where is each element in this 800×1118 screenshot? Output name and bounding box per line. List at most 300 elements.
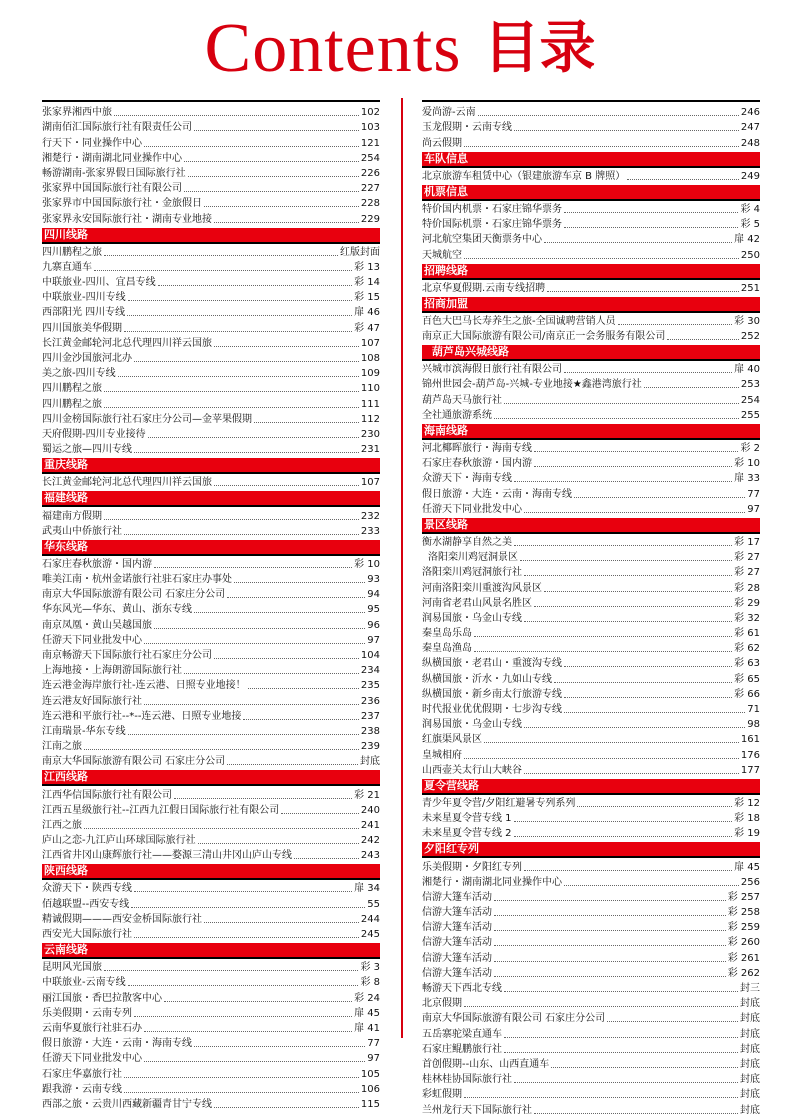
toc-entry[interactable] bbox=[422, 1072, 760, 1087]
entry-page: 彩 63 bbox=[734, 658, 760, 670]
entry-name: 西安光大国际旅行社 bbox=[42, 929, 132, 940]
entry-name: 华东风光—华东、黄山、浙东专线 bbox=[42, 604, 192, 616]
toc-entry[interactable] bbox=[422, 890, 760, 905]
section-header-jiangxi: 江西线路 bbox=[42, 770, 380, 786]
dot-leader bbox=[128, 299, 352, 301]
entry-name: 中联旅业-四川专线 bbox=[42, 292, 126, 304]
entry-name: 四川国旅美华假期 bbox=[42, 322, 122, 334]
toc-entry[interactable] bbox=[42, 181, 380, 196]
dot-leader bbox=[514, 820, 733, 822]
toc-entry[interactable] bbox=[422, 135, 760, 150]
toc-entry[interactable] bbox=[42, 166, 380, 181]
toc-entry[interactable] bbox=[422, 281, 760, 296]
toc-entry[interactable] bbox=[42, 1097, 380, 1112]
dot-leader bbox=[294, 857, 359, 859]
entry-name: 假日旅游・大连・云南・海南专线 bbox=[422, 488, 572, 500]
dot-leader bbox=[194, 129, 359, 131]
toc-entry[interactable] bbox=[42, 260, 380, 275]
toc-entry[interactable] bbox=[422, 408, 760, 423]
entry-page: 封底 bbox=[740, 998, 760, 1010]
entry-page: 239 bbox=[360, 741, 380, 753]
entry-name: 张家界中国国际旅行社有限公司 bbox=[42, 183, 182, 195]
entry-page: 106 bbox=[360, 1083, 380, 1095]
toc-entry[interactable] bbox=[422, 441, 760, 456]
dot-leader bbox=[524, 726, 745, 728]
toc-entry[interactable] bbox=[42, 693, 380, 708]
toc-entry[interactable] bbox=[422, 732, 760, 747]
entry-name: 四川鹏程之旅 bbox=[42, 246, 102, 258]
section-header-sichuan: 四川线路 bbox=[42, 228, 380, 244]
dot-leader bbox=[254, 421, 359, 423]
entry-name: 南京大华国际旅游有限公司 石家庄分公司 bbox=[422, 1013, 606, 1025]
section-header-yunnan: 云南线路 bbox=[42, 943, 380, 959]
dot-leader bbox=[494, 417, 739, 419]
dot-leader bbox=[84, 827, 359, 829]
toc-entry[interactable] bbox=[422, 1026, 760, 1041]
entry-page: 彩 17 bbox=[734, 536, 760, 548]
entry-page: 扉 40 bbox=[734, 364, 760, 376]
toc-entry[interactable] bbox=[42, 587, 380, 602]
toc-entry[interactable] bbox=[422, 580, 760, 595]
dot-leader bbox=[520, 559, 732, 561]
entry-page: 230 bbox=[360, 428, 380, 440]
entry-page: 227 bbox=[360, 183, 380, 195]
entry-page: 彩 259 bbox=[727, 922, 760, 934]
title-english: Contents bbox=[204, 10, 462, 87]
entry-page: 彩 27 bbox=[734, 552, 760, 564]
entry-name: 石家庄华嘉旅行社 bbox=[42, 1068, 122, 1080]
entry-page: 161 bbox=[740, 734, 760, 746]
toc-entry[interactable] bbox=[42, 320, 380, 335]
toc-entry[interactable] bbox=[42, 1036, 380, 1051]
dot-leader bbox=[84, 748, 359, 750]
toc-entry[interactable] bbox=[422, 329, 760, 344]
entry-name: 唯美江南・杭州金诺旅行社驻石家庄办事处 bbox=[42, 574, 232, 586]
toc-entry[interactable] bbox=[422, 535, 760, 550]
entry-name: 五岳寨驼梁直通车 bbox=[422, 1028, 502, 1040]
entry-page: 彩 5 bbox=[740, 219, 760, 231]
toc-entry[interactable] bbox=[422, 362, 760, 377]
toc-entry[interactable] bbox=[422, 550, 760, 565]
toc-entry[interactable] bbox=[422, 502, 760, 517]
toc-entry[interactable] bbox=[42, 396, 380, 411]
entry-name: 任游天下同业批发中心 bbox=[42, 1053, 142, 1065]
toc-entry[interactable] bbox=[422, 935, 760, 950]
dot-leader bbox=[564, 211, 738, 213]
entry-name: 天城航空 bbox=[422, 249, 462, 261]
toc-entry[interactable] bbox=[422, 811, 760, 826]
entry-name: 彩虹假期 bbox=[422, 1089, 462, 1101]
toc-entry[interactable] bbox=[422, 626, 760, 641]
toc-entry[interactable] bbox=[42, 572, 380, 587]
dot-leader bbox=[464, 1005, 738, 1007]
entry-name: 张家界市中国国际旅行社・金旅假日 bbox=[42, 198, 202, 210]
toc-entry[interactable] bbox=[42, 975, 380, 990]
toc-entry[interactable] bbox=[422, 656, 760, 671]
toc-entry[interactable] bbox=[422, 232, 760, 247]
toc-entry[interactable] bbox=[42, 105, 380, 120]
section-header-huludao: 葫芦岛兴城线路 bbox=[422, 345, 760, 361]
dot-leader bbox=[494, 914, 726, 916]
dot-leader bbox=[248, 687, 359, 689]
entry-page: 扉 34 bbox=[354, 883, 380, 895]
dot-leader bbox=[544, 590, 732, 592]
toc-entry[interactable] bbox=[42, 709, 380, 724]
entry-name: 张家界永安国际旅行社・湖南专业地接 bbox=[42, 213, 212, 225]
toc-left-column bbox=[42, 100, 380, 1112]
dot-leader bbox=[564, 696, 732, 698]
dot-leader bbox=[204, 205, 359, 207]
entry-name: 天府假期-四川专业接待 bbox=[42, 428, 146, 440]
dot-leader bbox=[667, 338, 739, 340]
toc-entry[interactable] bbox=[422, 596, 760, 611]
dot-leader bbox=[551, 1066, 738, 1068]
entry-name: 桂林桂协国际旅行社 bbox=[422, 1074, 512, 1086]
toc-entry[interactable] bbox=[42, 648, 380, 663]
toc-entry[interactable] bbox=[42, 663, 380, 678]
toc-entry[interactable] bbox=[42, 602, 380, 617]
entry-name: 特价国际机票・石家庄锦华票务 bbox=[422, 219, 562, 231]
entry-page: 彩 261 bbox=[727, 952, 760, 964]
entry-page: 243 bbox=[360, 850, 380, 862]
entry-page: 249 bbox=[740, 170, 760, 182]
entry-name: 众游天下・陕西专线 bbox=[42, 883, 132, 895]
entry-name: 连云港金海岸旅行社-连云港、日照专业地接！ bbox=[42, 680, 246, 692]
dot-leader bbox=[148, 436, 359, 438]
toc-entry[interactable] bbox=[422, 747, 760, 762]
toc-entry[interactable] bbox=[422, 641, 760, 656]
dot-leader bbox=[514, 835, 733, 837]
toc-entry[interactable] bbox=[42, 1066, 380, 1081]
toc-entry[interactable] bbox=[422, 392, 760, 407]
entry-page: 237 bbox=[360, 710, 380, 722]
entry-name: 丽江国旅・香巴拉散客中心 bbox=[42, 992, 162, 1004]
dot-leader bbox=[544, 241, 732, 243]
toc-entry[interactable] bbox=[42, 724, 380, 739]
entry-page: 231 bbox=[360, 444, 380, 456]
entry-page: 235 bbox=[360, 680, 380, 692]
entry-name: 河北航空集团天衡票务中心 bbox=[422, 234, 542, 246]
entry-name: 信游大篷车活动 bbox=[422, 891, 492, 903]
toc-entry[interactable] bbox=[42, 275, 380, 290]
entry-name: 四川金沙国旅河北办 bbox=[42, 353, 132, 364]
dot-leader bbox=[131, 906, 365, 908]
entry-page: 176 bbox=[740, 749, 760, 761]
dot-leader bbox=[514, 480, 732, 482]
toc-entry[interactable] bbox=[42, 524, 380, 539]
dot-leader bbox=[504, 1036, 738, 1038]
toc-entry[interactable] bbox=[422, 377, 760, 392]
entry-page: 121 bbox=[360, 137, 380, 149]
entry-name: 爱尚游-云南 bbox=[422, 107, 476, 119]
toc-entry[interactable] bbox=[422, 905, 760, 920]
entry-name: 连云港友好国际旅行社 bbox=[42, 695, 142, 707]
entry-name: 纵横国旅・老君山・重渡沟专线 bbox=[422, 658, 562, 670]
entry-page: 封底 bbox=[740, 1058, 760, 1070]
dot-leader bbox=[504, 990, 738, 992]
dot-leader bbox=[554, 681, 732, 683]
toc-entry[interactable] bbox=[422, 966, 760, 981]
contents-title bbox=[0, 0, 800, 98]
toc-entry[interactable] bbox=[422, 565, 760, 580]
entry-name: 信游大篷车活动 bbox=[422, 922, 492, 934]
toc-entry[interactable] bbox=[422, 950, 760, 965]
dot-leader bbox=[494, 929, 726, 931]
toc-entry[interactable] bbox=[422, 105, 760, 120]
entry-name: 南京大华国际旅游有限公司 石家庄分公司 bbox=[42, 756, 226, 768]
dot-leader bbox=[514, 544, 732, 546]
toc-entry[interactable] bbox=[422, 796, 760, 811]
toc-entry[interactable] bbox=[42, 120, 380, 135]
toc-entry[interactable] bbox=[422, 920, 760, 935]
toc-entry[interactable] bbox=[422, 202, 760, 217]
entry-page: 彩 15 bbox=[354, 292, 380, 304]
entry-page: 233 bbox=[360, 525, 380, 537]
toc-entry[interactable] bbox=[42, 1021, 380, 1036]
entry-page: 彩 10 bbox=[734, 458, 760, 470]
entry-name: 中联旅业-四川、宜昌专线 bbox=[42, 277, 156, 289]
dot-leader bbox=[577, 805, 732, 807]
entry-name: 江南之旅 bbox=[42, 741, 82, 753]
toc-entry[interactable] bbox=[42, 739, 380, 754]
entry-page: 彩 18 bbox=[734, 813, 760, 825]
dot-leader bbox=[494, 899, 726, 901]
entry-page: 252 bbox=[740, 331, 760, 343]
dot-leader bbox=[127, 314, 352, 316]
toc-entry[interactable] bbox=[42, 442, 380, 457]
toc-entry[interactable] bbox=[42, 787, 380, 802]
toc-entry[interactable] bbox=[42, 508, 380, 523]
toc-entry[interactable] bbox=[42, 1082, 380, 1097]
toc-entry[interactable] bbox=[42, 305, 380, 320]
toc-entry[interactable] bbox=[422, 471, 760, 486]
toc-entry[interactable] bbox=[42, 848, 380, 863]
dot-leader bbox=[618, 323, 732, 325]
entry-page: 红版封面 bbox=[340, 246, 380, 258]
dot-leader bbox=[188, 175, 359, 177]
entry-page: 246 bbox=[740, 107, 760, 119]
toc-entry[interactable] bbox=[42, 633, 380, 648]
dot-leader bbox=[144, 1030, 352, 1032]
dot-leader bbox=[134, 890, 352, 892]
toc-entry[interactable] bbox=[422, 1042, 760, 1057]
toc-entry[interactable] bbox=[422, 169, 760, 184]
entry-name: 西部阳光 四川专线 bbox=[42, 307, 126, 319]
toc-entry[interactable] bbox=[42, 912, 380, 927]
dot-leader bbox=[104, 406, 359, 408]
toc-entry[interactable] bbox=[42, 678, 380, 693]
dot-leader bbox=[214, 345, 359, 347]
dot-leader bbox=[234, 581, 365, 583]
entry-name: 西部之旅・云贵川西藏新疆青甘宁专线 bbox=[42, 1098, 212, 1110]
entry-page: 107 bbox=[360, 477, 380, 489]
entry-name: 纵横国旅・新乡南太行旅游专线 bbox=[422, 688, 562, 700]
toc-entry[interactable] bbox=[42, 754, 380, 769]
entry-name: 洛阳栾川鸡冠洞旅行社 bbox=[422, 567, 522, 579]
toc-entry[interactable] bbox=[42, 290, 380, 305]
dot-leader bbox=[124, 330, 352, 332]
toc-entry[interactable] bbox=[422, 1087, 760, 1102]
dot-leader bbox=[524, 620, 732, 622]
toc-entry[interactable] bbox=[422, 120, 760, 135]
dot-leader bbox=[644, 386, 739, 388]
entry-page: 彩 29 bbox=[734, 597, 760, 609]
entry-page: 彩 32 bbox=[734, 612, 760, 624]
toc-entry[interactable] bbox=[422, 981, 760, 996]
entry-name: 青少年夏令营/夕阳红避暑专列系列 bbox=[422, 797, 576, 809]
entry-page: 彩 260 bbox=[727, 937, 760, 949]
toc-entry[interactable] bbox=[42, 960, 380, 975]
toc-entry[interactable] bbox=[42, 211, 380, 226]
toc-entry[interactable] bbox=[422, 611, 760, 626]
entry-name: 蜀运之旅—四川专线 bbox=[42, 444, 132, 456]
section-header-xialingying: 夏令营线路 bbox=[422, 779, 760, 795]
dot-leader bbox=[474, 650, 732, 652]
entry-name: 乐美假期・云南专列 bbox=[42, 1007, 132, 1019]
toc-entry[interactable] bbox=[42, 990, 380, 1005]
toc-entry[interactable] bbox=[422, 314, 760, 329]
toc-entry[interactable] bbox=[42, 927, 380, 942]
entry-name: 武夷山中侨旅行社 bbox=[42, 525, 122, 537]
toc-entry[interactable] bbox=[42, 351, 380, 366]
entry-name: 上海地接・上海朗游国际旅行社 bbox=[42, 665, 182, 677]
entry-page: 彩 257 bbox=[727, 891, 760, 903]
toc-entry[interactable] bbox=[422, 717, 760, 732]
dot-leader bbox=[494, 960, 726, 962]
toc-entry[interactable] bbox=[422, 671, 760, 686]
toc-entry[interactable] bbox=[42, 896, 380, 911]
dot-leader bbox=[144, 642, 365, 644]
entry-name: 美之旅-四川专线 bbox=[42, 368, 116, 380]
section-header-fujian: 福建线路 bbox=[42, 491, 380, 507]
section-header-xiyanghong: 夕阳红专列 bbox=[422, 842, 760, 858]
toc-entry[interactable] bbox=[42, 475, 380, 490]
toc-entry[interactable] bbox=[42, 196, 380, 211]
entry-name: 玉龙假期・云南专线 bbox=[422, 122, 512, 134]
toc-entry[interactable] bbox=[422, 826, 760, 841]
dot-leader bbox=[574, 496, 745, 498]
entry-page: 254 bbox=[740, 394, 760, 406]
dot-leader bbox=[504, 402, 739, 404]
toc-entry[interactable] bbox=[422, 996, 760, 1011]
entry-page: 彩 24 bbox=[354, 992, 380, 1004]
entry-page: 彩 27 bbox=[734, 567, 760, 579]
entry-page: 封底 bbox=[360, 756, 380, 768]
entry-page: 247 bbox=[740, 122, 760, 134]
dot-leader bbox=[124, 533, 359, 535]
entry-page: 彩 262 bbox=[727, 967, 760, 979]
toc-entry[interactable] bbox=[42, 366, 380, 381]
toc-entry[interactable] bbox=[42, 412, 380, 427]
toc-entry[interactable] bbox=[42, 818, 380, 833]
toc-entry[interactable] bbox=[422, 1011, 760, 1026]
dot-leader bbox=[204, 921, 359, 923]
toc-entry[interactable] bbox=[42, 151, 380, 166]
toc-entry[interactable] bbox=[42, 427, 380, 442]
dot-leader bbox=[104, 254, 338, 256]
entry-name: 尚云假期 bbox=[422, 137, 462, 149]
dot-leader bbox=[174, 797, 352, 799]
toc-entry[interactable] bbox=[42, 803, 380, 818]
toc-entry[interactable] bbox=[422, 456, 760, 471]
entry-name: 时代报业优优假期・七步沟专线 bbox=[422, 704, 562, 715]
entry-name: 润易国旅・乌金山专线 bbox=[422, 719, 522, 731]
toc-entry[interactable] bbox=[42, 135, 380, 150]
section-header-jingqu: 景区线路 bbox=[422, 518, 760, 534]
toc-entry[interactable] bbox=[42, 336, 380, 351]
dot-leader bbox=[144, 145, 359, 147]
dot-leader bbox=[94, 269, 352, 271]
entry-name: 南京凤凰・黄山吴越国旅 bbox=[42, 619, 152, 631]
entry-name: 四川鹏程之旅 bbox=[42, 398, 102, 410]
section-header-jipiao: 机票信息 bbox=[422, 185, 760, 201]
entry-page: 彩 28 bbox=[734, 582, 760, 594]
toc-entry[interactable] bbox=[422, 687, 760, 702]
dot-leader bbox=[124, 1091, 359, 1093]
dot-leader bbox=[114, 114, 359, 116]
toc-entry[interactable] bbox=[422, 763, 760, 778]
entry-page: 108 bbox=[360, 353, 380, 364]
toc-entry[interactable] bbox=[422, 859, 760, 874]
entry-page: 245 bbox=[360, 929, 380, 940]
dot-leader bbox=[504, 1051, 738, 1053]
dot-leader bbox=[524, 869, 732, 871]
toc-entry[interactable] bbox=[42, 245, 380, 260]
dot-leader bbox=[144, 1060, 365, 1062]
toc-entry[interactable] bbox=[422, 217, 760, 232]
toc-entry[interactable] bbox=[42, 381, 380, 396]
dot-leader bbox=[607, 1020, 738, 1022]
entry-name: 江西省井冈山康辉旅行社——婺源三清山井冈山庐山专线 bbox=[42, 850, 292, 862]
toc-entry[interactable] bbox=[42, 881, 380, 896]
entry-name: 江西五星级旅行社--江西九江假日国际旅行社有限公司 bbox=[42, 804, 280, 816]
section-header-chedui: 车队信息 bbox=[422, 152, 760, 168]
dot-leader bbox=[243, 718, 358, 720]
toc-entry[interactable] bbox=[422, 875, 760, 890]
toc-entry[interactable] bbox=[42, 557, 380, 572]
entry-name: 南京正大国际旅游有限公司/南京正一会务服务有限公司 bbox=[422, 331, 666, 343]
entry-page: 彩 65 bbox=[734, 673, 760, 685]
toc-entry[interactable] bbox=[42, 1051, 380, 1066]
toc-entry[interactable] bbox=[422, 1102, 760, 1117]
entry-page: 77 bbox=[747, 488, 760, 500]
dot-leader bbox=[464, 257, 739, 259]
entry-name: 未来星夏令营专线 2 bbox=[422, 828, 512, 840]
dot-leader bbox=[158, 284, 352, 286]
entry-page: 封底 bbox=[740, 1104, 760, 1116]
entry-name: 福建南方假期 bbox=[42, 510, 102, 522]
dot-leader bbox=[214, 221, 359, 223]
toc-entry[interactable] bbox=[422, 702, 760, 717]
entry-name: 昆明风光国旅 bbox=[42, 962, 102, 974]
dot-leader bbox=[524, 772, 739, 774]
entry-page: 彩 21 bbox=[354, 789, 380, 801]
toc-entry[interactable] bbox=[422, 486, 760, 501]
dot-leader bbox=[128, 733, 359, 735]
toc-entry[interactable] bbox=[42, 1006, 380, 1021]
dot-leader bbox=[627, 178, 739, 180]
toc-entry[interactable] bbox=[422, 247, 760, 262]
entry-page: 228 bbox=[360, 198, 380, 210]
dot-leader bbox=[134, 360, 359, 362]
entry-page: 250 bbox=[740, 249, 760, 261]
dot-leader bbox=[564, 371, 732, 373]
toc-entry[interactable] bbox=[42, 617, 380, 632]
toc-entry[interactable] bbox=[42, 833, 380, 848]
entry-name: 河南省老君山风景名胜区 bbox=[422, 597, 532, 609]
dot-leader bbox=[564, 665, 732, 667]
toc-entry[interactable] bbox=[422, 1057, 760, 1072]
